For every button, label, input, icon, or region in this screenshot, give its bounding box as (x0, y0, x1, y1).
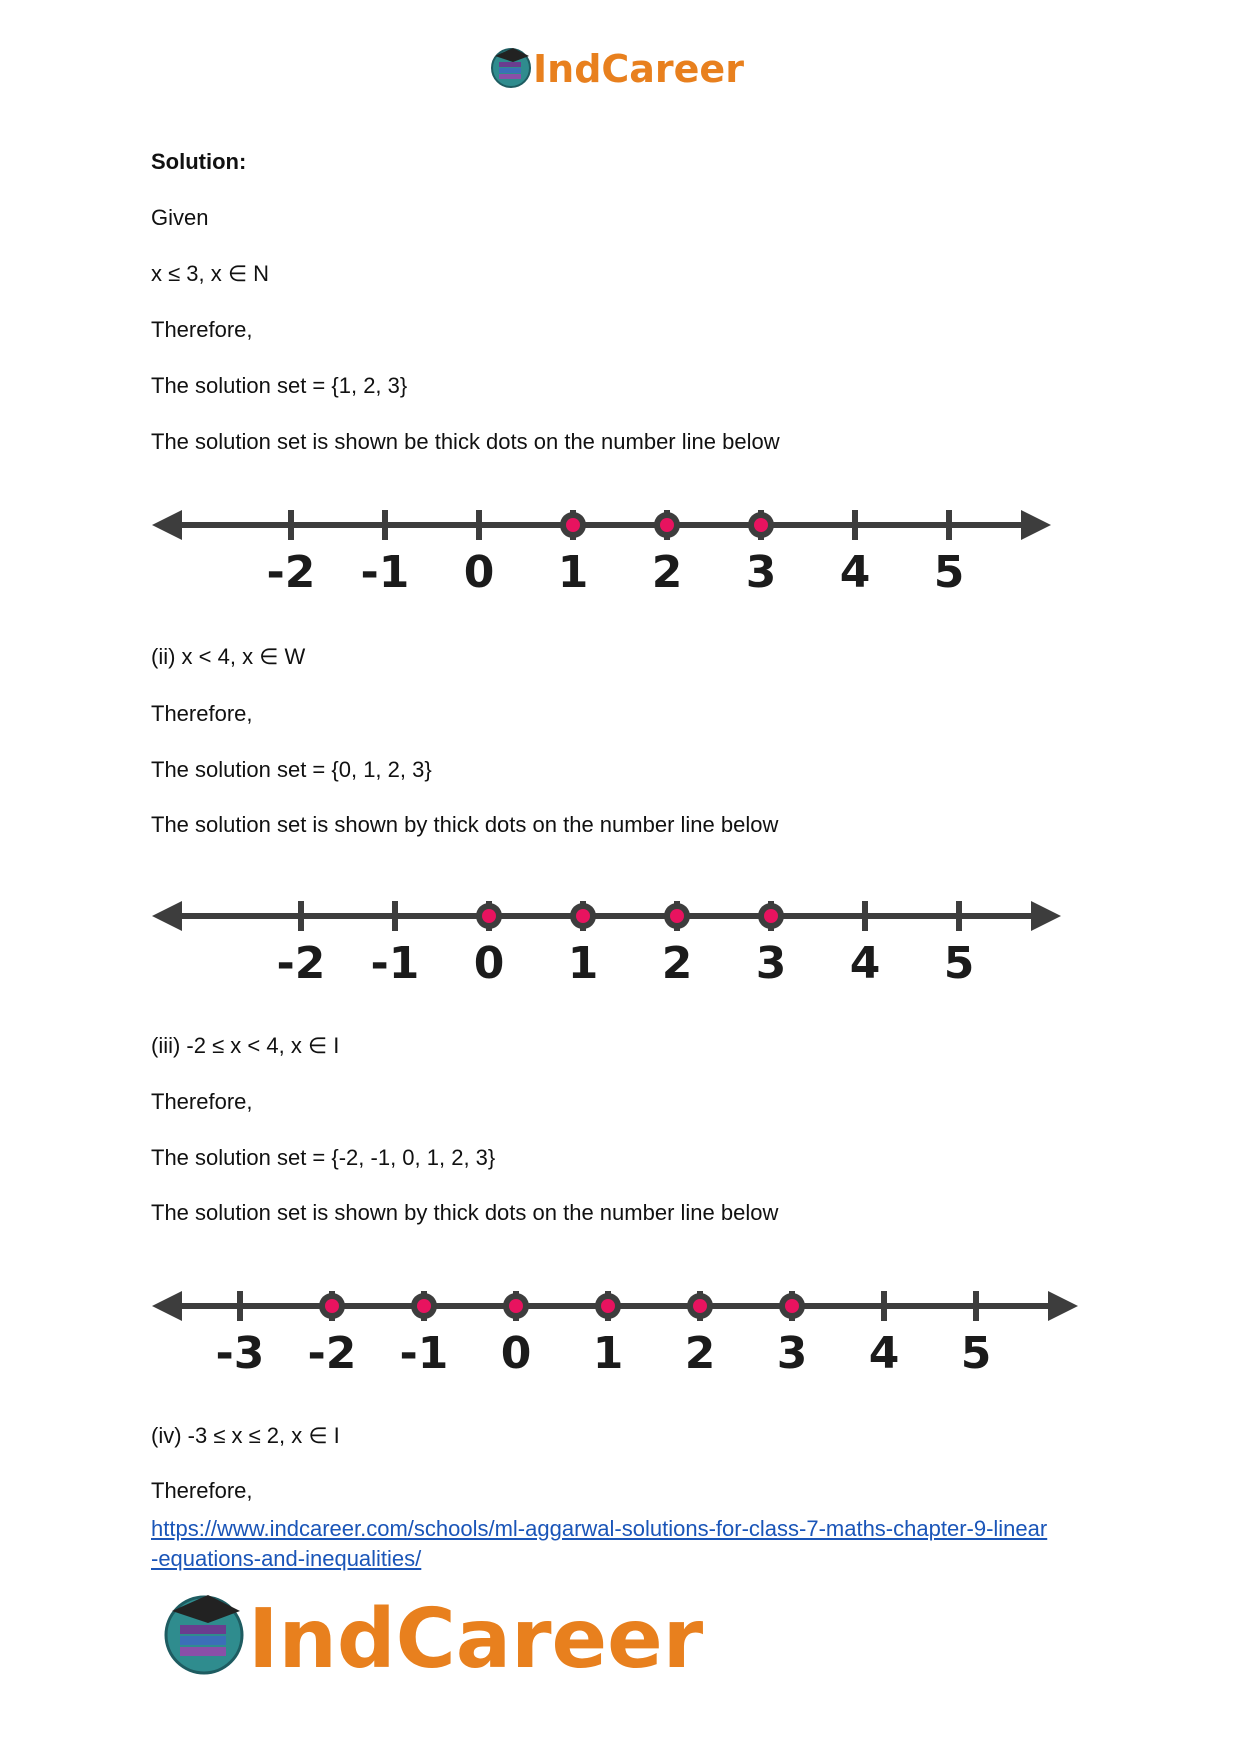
solution-dot (601, 1299, 615, 1313)
part1-therefore: Therefore, (151, 317, 253, 342)
tick-label: -1 (360, 547, 410, 598)
tick-label: -2 (266, 547, 316, 598)
tick-label: -2 (276, 938, 326, 989)
part2-condition: (ii) x < 4, x ∈ W (151, 644, 306, 669)
part3-therefore: Therefore, (151, 1089, 253, 1114)
number-line-2 (150, 881, 1100, 1001)
tick-label: 5 (933, 547, 965, 598)
tick-label: 5 (943, 938, 975, 989)
tick-label: 3 (755, 938, 787, 989)
solution-dot (576, 909, 590, 923)
tick-label: -2 (307, 1328, 357, 1379)
part4-condition: (iv) -3 ≤ x ≤ 2, x ∈ I (151, 1423, 340, 1448)
part2-description: The solution set is shown by thick dots on the number line below (151, 812, 779, 837)
logo-text: IndCareer (533, 47, 744, 91)
tick-label: 0 (463, 547, 495, 598)
tick-label: 2 (661, 938, 693, 989)
solution-dot (764, 909, 778, 923)
solution-dot (566, 518, 580, 532)
tick-label: 5 (960, 1328, 992, 1379)
tick-label: -1 (399, 1328, 449, 1379)
left-arrow-icon (152, 1291, 182, 1321)
tick-label: 1 (567, 938, 599, 989)
part1-solution-set: The solution set = {1, 2, 3} (151, 373, 408, 398)
tick-label: 4 (849, 938, 881, 989)
solution-heading: Solution: (151, 149, 247, 174)
tick-label: -3 (215, 1328, 265, 1379)
tick-label: 2 (684, 1328, 716, 1379)
source-link[interactable] (151, 1514, 1111, 1574)
source-link-line2[interactable]: -equations-and-inequalities/ (151, 1546, 422, 1571)
solution-dot (482, 909, 496, 923)
part3-description: The solution set is shown by thick dots on the number line below (151, 1200, 779, 1225)
solution-dot (754, 518, 768, 532)
left-arrow-icon (152, 510, 182, 540)
part2-therefore: Therefore, (151, 701, 253, 726)
part3-solution-set: The solution set = {-2, -1, 0, 1, 2, 3} (151, 1145, 496, 1170)
right-arrow-icon (1048, 1291, 1078, 1321)
number-line-1-svg (150, 490, 1100, 610)
part2-solution-set: The solution set = {0, 1, 2, 3} (151, 757, 432, 782)
footer-logo-text: IndCareer (248, 1592, 704, 1685)
footer-logo[interactable] (160, 1583, 720, 1685)
tick-label: 4 (839, 547, 871, 598)
tick-label: 2 (651, 547, 683, 598)
tick-label: 3 (745, 547, 777, 598)
right-arrow-icon (1031, 901, 1061, 931)
part4-therefore: Therefore, (151, 1478, 253, 1503)
left-arrow-icon (152, 901, 182, 931)
number-line-2-svg (150, 881, 1100, 1001)
solution-dot (509, 1299, 523, 1313)
tick-label: 4 (868, 1328, 900, 1379)
number-line-3-svg (150, 1271, 1100, 1391)
tick-label: 0 (473, 938, 505, 989)
solution-dot (660, 518, 674, 532)
right-arrow-icon (1021, 510, 1051, 540)
tick-label: 1 (557, 547, 589, 598)
tick-label: 1 (592, 1328, 624, 1379)
header-logo[interactable] (489, 42, 769, 92)
source-link-line1[interactable]: https://www.indcareer.com/schools/ml-aggarwal-solutions-for-class-7-maths-chapter-9-linear (151, 1516, 1048, 1541)
solution-dot (693, 1299, 707, 1313)
indcareer-logo-icon (489, 42, 769, 92)
tick-label: -1 (370, 938, 420, 989)
indcareer-logo-icon (160, 1583, 720, 1685)
tick-label: 0 (500, 1328, 532, 1379)
tick-label: 3 (776, 1328, 808, 1379)
part1-description: The solution set is shown be thick dots on the number line below (151, 429, 780, 454)
part1-condition: x ≤ 3, x ∈ N (151, 261, 270, 286)
solution-dot (325, 1299, 339, 1313)
solution-dot (670, 909, 684, 923)
given-label: Given (151, 205, 209, 230)
number-line-1 (150, 490, 1100, 610)
solution-dot (785, 1299, 799, 1313)
solution-dot (417, 1299, 431, 1313)
part3-condition: (iii) -2 ≤ x < 4, x ∈ I (151, 1033, 340, 1058)
number-line-3 (150, 1271, 1100, 1391)
